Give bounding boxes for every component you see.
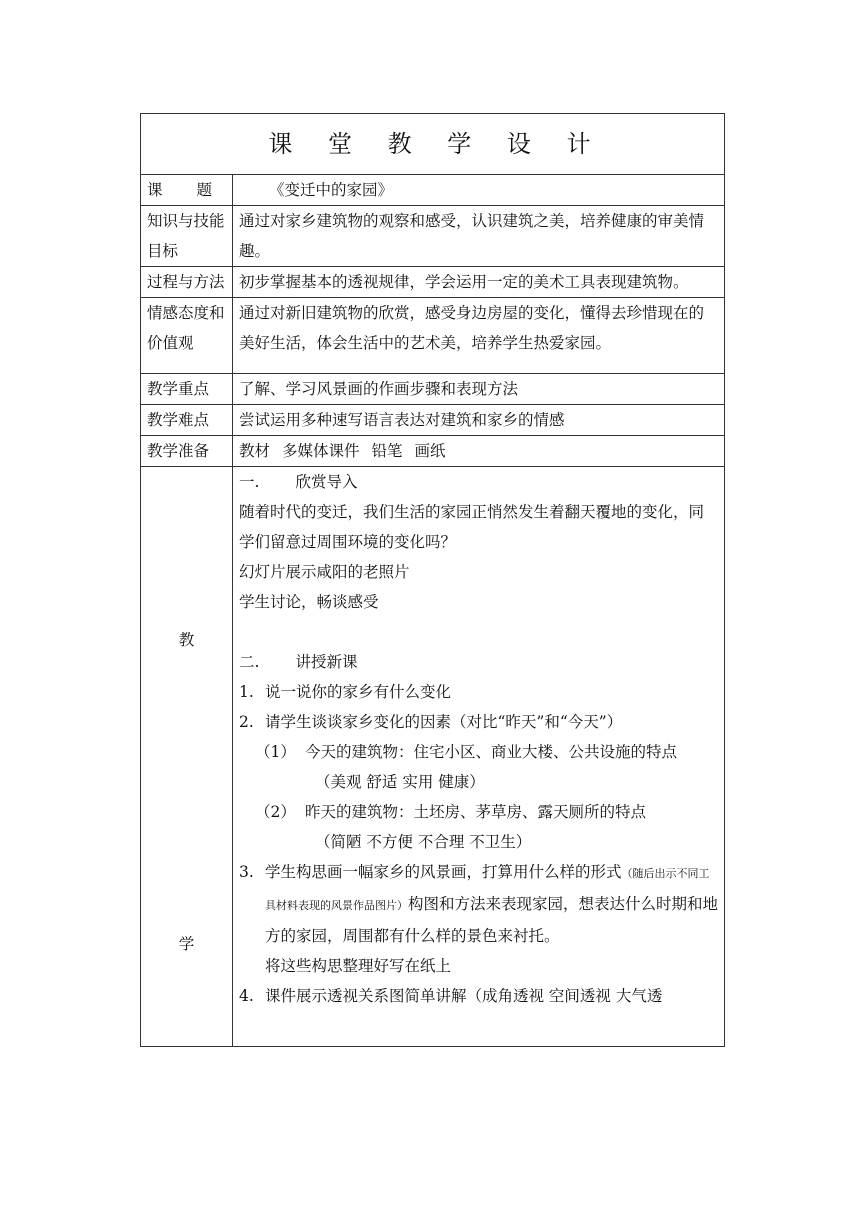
- sub-list-text: 昨天的建筑物：土坯房、茅草房、露天厕所的特点: [305, 803, 647, 821]
- prep-item: 多媒体课件: [282, 442, 360, 460]
- list-text: 请学生谈谈家乡变化的因素（对比“昨天”和“今天”）: [265, 713, 623, 731]
- topic-label: [141, 175, 233, 206]
- emotion-label: 情感态度和价值观: [141, 298, 233, 374]
- section-title: 讲授新课: [295, 653, 358, 671]
- list-number: 3.: [239, 863, 254, 881]
- section-number: 一.: [239, 473, 260, 491]
- teaching-process-label: [141, 467, 233, 1047]
- sub-list-item: [239, 737, 718, 767]
- list-number: 2.: [239, 713, 254, 731]
- section-heading: [239, 467, 718, 497]
- list-number: 1.: [239, 683, 254, 701]
- teaching-label-char-2: 学: [178, 935, 195, 953]
- intro-paragraph: 随着时代的变迁，我们生活的家园正悄然发生着翻天覆地的变化，同学们留意过周围环境的变化吗？: [239, 503, 705, 551]
- focus-value: 了解、学习风景画的作画步骤和表现方法: [233, 374, 725, 405]
- topic-label-a: 课: [147, 181, 163, 199]
- section-number: 二.: [239, 653, 260, 671]
- prep-item: 教材: [239, 442, 271, 460]
- teaching-process-row: [141, 467, 725, 1047]
- list-text: 学生构思画一幅家乡的风景画，打算用什么样的形式: [265, 863, 622, 881]
- list-text-continued: 构图和方法来表现家园，想表达什么时期和地方的家园，周围都有什么样的景色来衬托。: [265, 895, 719, 945]
- sub-list-number: （1）: [255, 743, 296, 761]
- section-heading: [239, 647, 718, 677]
- intro-discussion-note: 学生讨论，畅谈感受: [239, 593, 379, 611]
- emotion-row: [141, 298, 725, 374]
- process-label: 过程与方法: [141, 267, 233, 298]
- sub-list-text: 今天的建筑物：住宅小区、商业大楼、公共设施的特点: [305, 743, 678, 761]
- list-small-note: （随后出示不同工具材料表现的风景作品图片）: [265, 867, 710, 912]
- prep-row: [141, 436, 725, 467]
- difficulty-value: 尝试运用多种速写语言表达对建筑和家乡的情感: [233, 405, 725, 436]
- teaching-process-content: [233, 467, 725, 1047]
- difficulty-row: [141, 405, 725, 436]
- difficulty-label: 教学难点: [141, 405, 233, 436]
- sub-list-detail: （简陋 不方便 不合理 不卫生）: [315, 833, 532, 851]
- lesson-plan-document: [140, 113, 724, 1047]
- knowledge-value: 通过对家乡建筑物的观察和感受，认识建筑之美，培养健康的审美情趣。: [233, 206, 725, 267]
- sub-list-item: [239, 797, 718, 827]
- list-text: 说一说你的家乡有什么变化: [265, 683, 452, 701]
- topic-value: 《变迁中的家园》: [233, 175, 725, 206]
- section-title: 欣赏导入: [295, 473, 358, 491]
- teaching-label-char-1: 教: [178, 631, 195, 649]
- list-number: 4.: [239, 987, 254, 1005]
- lesson-plan-table: [140, 113, 725, 1047]
- topic-label-b: 题: [196, 181, 212, 199]
- sub-list-detail: （美观 舒适 实用 健康）: [315, 773, 485, 791]
- topic-row: [141, 175, 725, 206]
- list-item: [239, 981, 718, 1011]
- list-item: [239, 857, 718, 951]
- list-item: [239, 677, 718, 707]
- intro-slides-note: 幻灯片展示咸阳的老照片: [239, 563, 410, 581]
- focus-label: 教学重点: [141, 374, 233, 405]
- process-value: 初步掌握基本的透视规律，学会运用一定的美术工具表现建筑物。: [233, 267, 725, 298]
- knowledge-row: [141, 206, 725, 267]
- focus-row: [141, 374, 725, 405]
- list-text: 课件展示透视关系图简单讲解（成角透视 空间透视 大气透: [265, 987, 663, 1005]
- prep-value: [233, 436, 725, 467]
- prep-item: 画纸: [414, 442, 446, 460]
- blank-line: [239, 617, 718, 647]
- sub-list-number: （2）: [255, 803, 296, 821]
- prep-label: 教学准备: [141, 436, 233, 467]
- title-row: [141, 114, 725, 175]
- knowledge-label: 知识与技能目标: [141, 206, 233, 267]
- emotion-value: 通过对新旧建筑物的欣赏，感受身边房屋的变化，懂得去珍惜现在的美好生活，体会生活中的艺术美，培养学生热爱家园。: [233, 298, 725, 374]
- document-title: 课 堂 教 学 设 计: [141, 114, 725, 175]
- prep-item: 铅笔: [371, 442, 403, 460]
- process-row: [141, 267, 725, 298]
- list-item: [239, 707, 718, 737]
- list-note: 将这些构思整理好写在纸上: [265, 957, 452, 975]
